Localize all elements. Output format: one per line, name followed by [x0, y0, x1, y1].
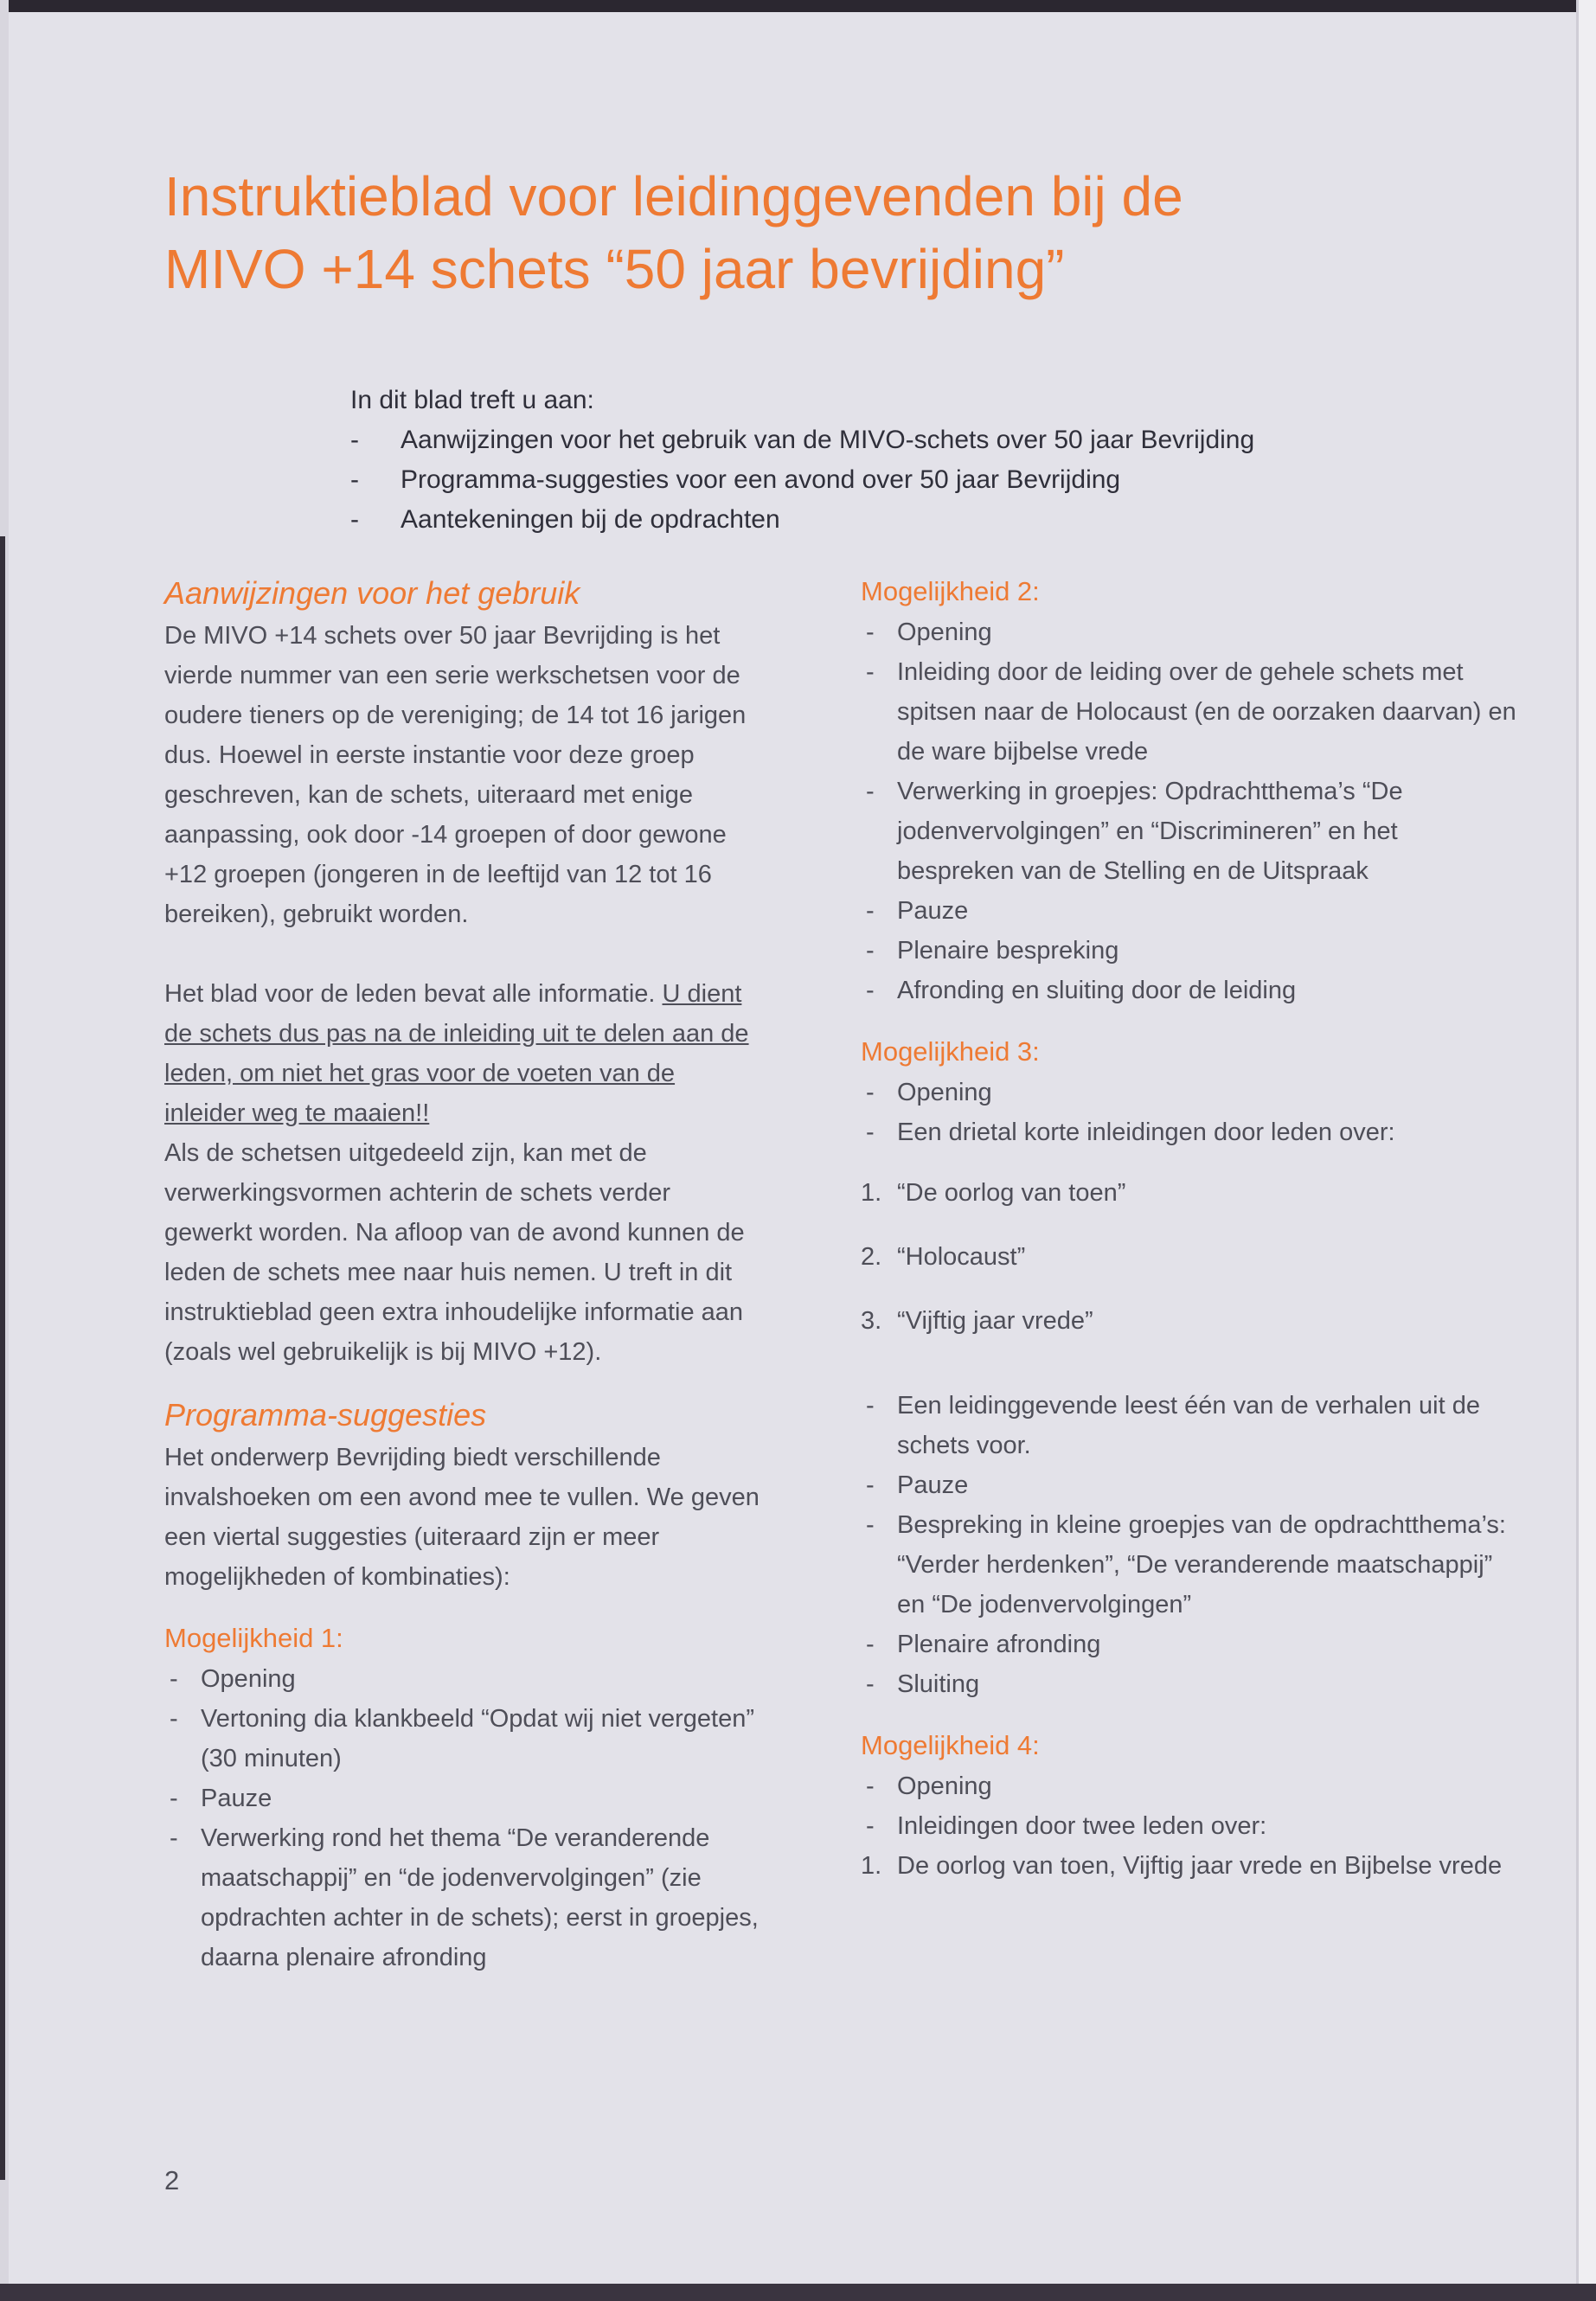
list-mogelijkheid-2 — [861, 612, 1518, 1010]
scan-edge-right — [1576, 0, 1596, 2301]
title-line-1: Instruktieblad voor leidinggevenden bij de — [164, 165, 1183, 228]
text-run: Het blad voor de leden bevat alle informatie. — [164, 980, 663, 1008]
numbered-item — [861, 1173, 1518, 1213]
list-item: - Inleidingen door twee leden over: — [861, 1806, 1518, 1846]
list-mogelijkheid-4 — [861, 1766, 1518, 1846]
heading-mogelijkheid-2: Mogelijkheid 2: — [861, 576, 1040, 606]
item-text: “De oorlog van toen” — [897, 1179, 1126, 1207]
intro-block — [350, 381, 1475, 540]
list-mogelijkheid-3-b — [861, 1386, 1518, 1704]
item-text: De oorlog van toen, Vijftig jaar vrede en Bijbelse vrede — [897, 1852, 1503, 1880]
list-item: - Opening — [861, 1766, 1518, 1806]
list-item: - Pauze — [861, 1465, 1518, 1505]
numbered-item — [861, 1846, 1518, 1886]
list-item: - Opening — [861, 612, 1518, 652]
list-item: - Opening — [861, 1073, 1518, 1112]
item-text: “Holocaust” — [897, 1243, 1026, 1271]
paragraph-aanwijzingen-1: De MIVO +14 schets over 50 jaar Bevrijding is het vierde nummer van een serie werkschetsen voor de oudere tieners op de vereniging; de 14 tot 16 jarigen dus. Hoewel in eerste instantie voor deze groep geschreven, kan de schets, uiteraard met enige aanpassing, ook door -14 groepen of door gewone +12 groepen (jongeren in de leeftijd van 12 tot 16 bereiken), gebruikt worden. — [164, 622, 747, 928]
paragraph-aanwijzingen-3: Als de schetsen uitgedeeld zijn, kan met de verwerkingsvormen achterin de schets verder gewerkt worden. Na afloop van de avond kunnen de leden de schets mee naar huis nemen. U treft in dit instruktieblad geen extra inhoudelijke informatie aan (zoals wel gebruikelijk is bij MIVO +12). — [164, 1139, 745, 1366]
numbered-list-mogelijkheid-4 — [861, 1846, 1518, 1886]
list-item: - Pauze — [861, 891, 1518, 931]
list-item: - Pauze — [164, 1779, 761, 1818]
intro-item: - Programma-suggesties voor een avond over 50 jaar Bevrijding — [350, 460, 1475, 500]
scan-edge-top — [0, 0, 1596, 12]
page-number: 2 — [164, 2165, 180, 2195]
heading-mogelijkheid-4: Mogelijkheid 4: — [861, 1730, 1040, 1760]
list-item: - Opening — [164, 1659, 761, 1699]
left-column — [164, 571, 761, 1977]
list-item: - Sluiting — [861, 1664, 1518, 1704]
item-number: 1. — [861, 1179, 882, 1207]
item-number: 3. — [861, 1307, 882, 1335]
paragraph-aanwijzingen-2 — [164, 974, 761, 1133]
list-item: - Verwerking in groepjes: Opdrachtthema’s “De jodenvervolgingen” en “Discrimineren” en het bespreken van de Stelling en de Uitspraak — [861, 772, 1518, 891]
scan-edge-bottom — [0, 2284, 1596, 2301]
numbered-item — [861, 1301, 1518, 1341]
scan-edge-left-mark — [0, 536, 5, 2180]
list-item: - Bespreking in kleine groepjes van de opdrachtthema’s: “Verder herdenken”, “De veranderende maatschappij” en “De jodenvervolgingen” — [861, 1505, 1518, 1625]
heading-mogelijkheid-1: Mogelijkheid 1: — [164, 1623, 343, 1653]
title-line-2: MIVO +14 schets “50 jaar bevrijding” — [164, 238, 1065, 300]
list-item: - Afronding en sluiting door de leiding — [861, 971, 1518, 1010]
item-number: 2. — [861, 1243, 882, 1271]
heading-mogelijkheid-3: Mogelijkheid 3: — [861, 1036, 1040, 1067]
heading-aanwijzingen: Aanwijzingen voor het gebruik — [164, 575, 580, 611]
intro-lead: In dit blad treft u aan: — [350, 386, 594, 414]
list-item: - Verwerking rond het thema “De veranderende maatschappij” en “de jodenvervolgingen” (zie opdrachten achter in de schets); eerst in groepjes, daarna plenaire afronding — [164, 1818, 761, 1977]
paragraph-programma: Het onderwerp Bevrijding biedt verschillende invalshoeken om een avond mee te vullen. We geven een viertal suggesties (uiteraard zijn er meer mogelijkheden of kombinaties): — [164, 1444, 760, 1591]
item-number: 1. — [861, 1852, 882, 1880]
list-mogelijkheid-3-a — [861, 1073, 1518, 1152]
list-item: - Plenaire afronding — [861, 1625, 1518, 1664]
numbered-item — [861, 1237, 1518, 1277]
list-item: - Een leidinggevende leest één van de verhalen uit de schets voor. — [861, 1386, 1518, 1465]
right-column — [861, 571, 1518, 1886]
intro-item: - Aanwijzingen voor het gebruik van de MIVO-schets over 50 jaar Bevrijding — [350, 420, 1475, 460]
list-item: - Vertoning dia klankbeeld “Opdat wij niet vergeten” (30 minuten) — [164, 1699, 761, 1779]
list-item: - Een drietal korte inleidingen door leden over: — [861, 1112, 1518, 1152]
intro-list — [350, 420, 1475, 540]
list-item: - Plenaire bespreking — [861, 931, 1518, 971]
heading-programma: Programma-suggesties — [164, 1397, 487, 1433]
list-mogelijkheid-1 — [164, 1659, 761, 1977]
intro-item: - Aantekeningen bij de opdrachten — [350, 500, 1475, 540]
list-item: - Inleiding door de leiding over de gehele schets met spitsen naar de Holocaust (en de oorzaken daarvan) en de ware bijbelse vrede — [861, 652, 1518, 772]
item-text: “Vijftig jaar vrede” — [897, 1307, 1093, 1335]
underlined-warning: U dient de schets dus pas na de inleiding uit te delen aan de leden, om niet het gras voor de voeten van de inleider weg te maaien!! — [164, 980, 749, 1127]
page-title — [164, 160, 1375, 305]
numbered-list-mogelijkheid-3 — [861, 1173, 1518, 1341]
